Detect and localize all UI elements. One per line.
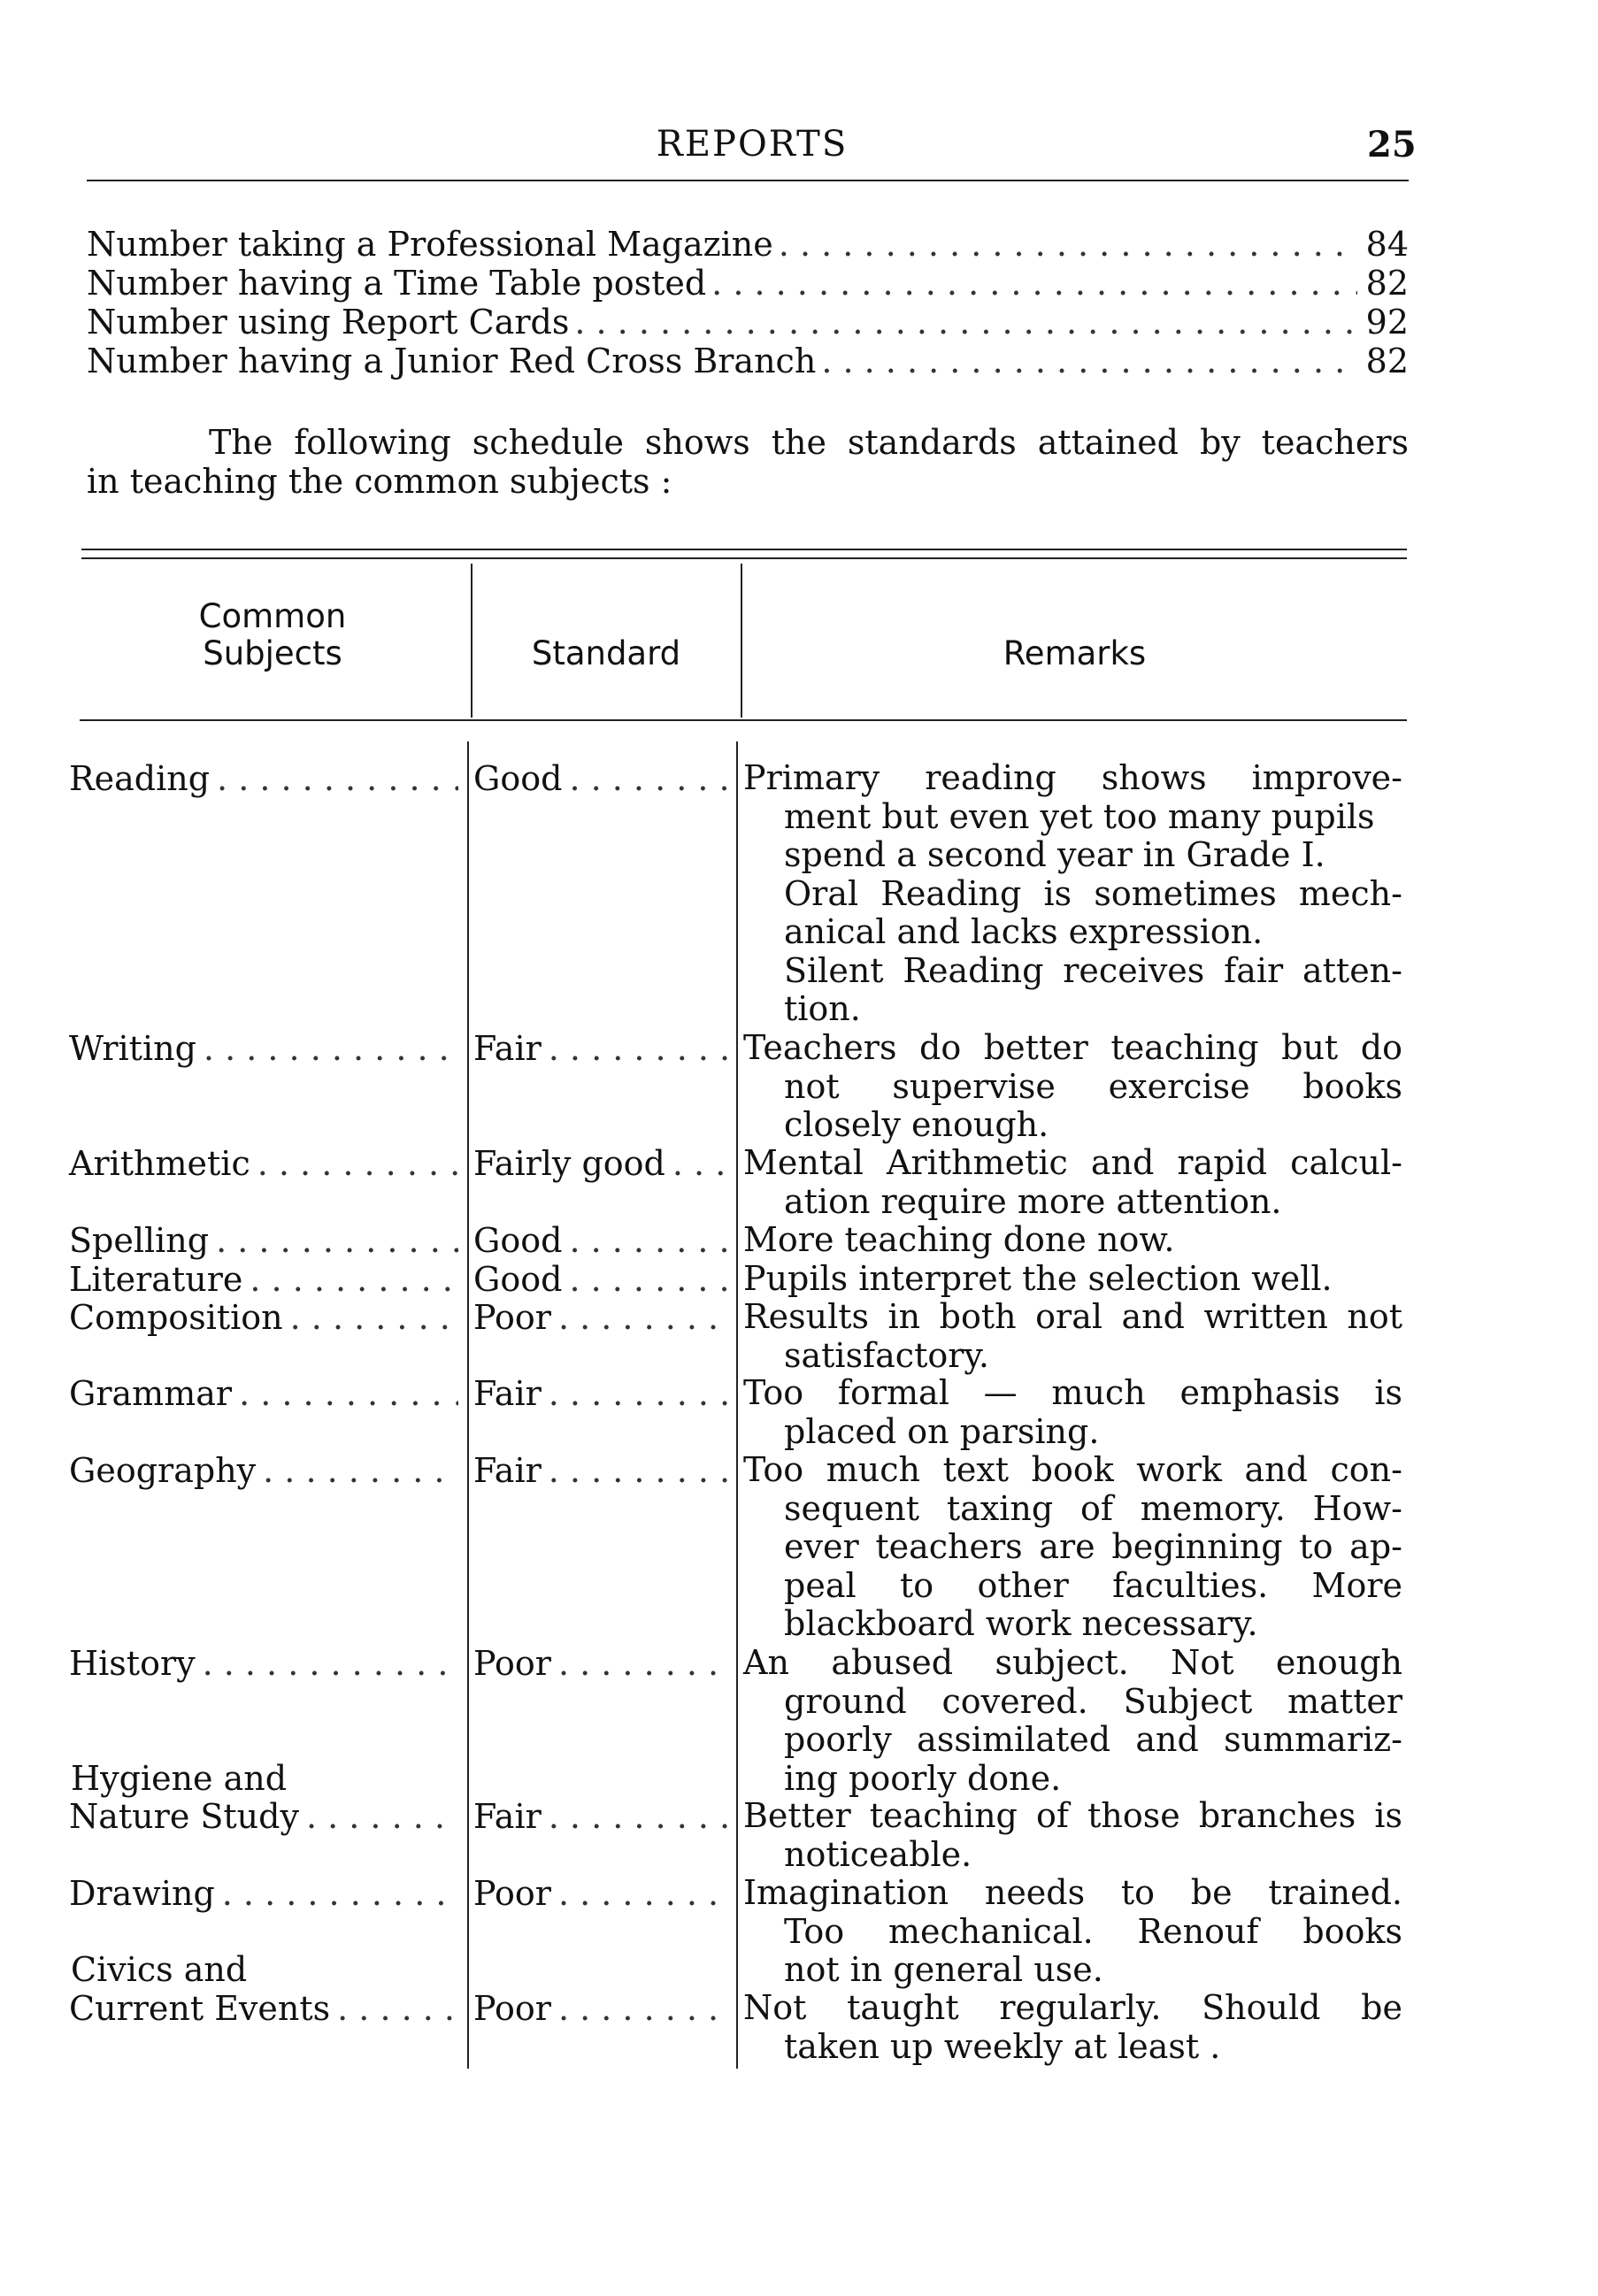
remark-line: anical and lacks expression.: [784, 912, 1264, 951]
stat-value: 92: [1365, 303, 1409, 342]
dot-leader: [337, 1989, 458, 2028]
stat-value: 82: [1365, 264, 1409, 303]
remark-line: Teachers do better teaching but do: [743, 1028, 1402, 1067]
remark-line: Pupils interpret the selection well.: [743, 1259, 1333, 1298]
subject-cell: [69, 1374, 458, 1413]
subject-cell: [69, 1644, 458, 1683]
remark-line: spend a second year in Grade I.: [784, 835, 1325, 874]
subject-cell: [69, 1797, 458, 1836]
intro-line: The following schedule shows the standards attained by teachers: [209, 423, 1409, 462]
subject-label: Hygiene and: [71, 1759, 288, 1798]
subject-cell: [69, 1221, 458, 1260]
remark-line: placed on parsing.: [784, 1411, 1100, 1451]
remark-line: ing poorly done.: [784, 1758, 1062, 1798]
stat-label: Number having a Junior Red Cross Branch: [87, 342, 817, 380]
dot-leader: [549, 1451, 732, 1490]
intro-line: in teaching the common subjects :: [87, 462, 672, 501]
standard-value: Poor: [473, 1874, 551, 1913]
column-divider: [471, 564, 472, 718]
remarks-cell: [743, 1374, 1402, 1451]
standard-cell: [473, 1029, 732, 1068]
subject-label: Drawing: [69, 1874, 215, 1913]
remark-line: not supervise exercise books: [784, 1066, 1402, 1106]
subject-label: Grammar: [69, 1374, 233, 1413]
remark-line: Too formal — much emphasis is: [743, 1373, 1402, 1412]
subject-label: Writing: [69, 1029, 196, 1068]
dot-leader: [558, 1989, 732, 2028]
subject-label: Composition: [69, 1298, 283, 1337]
remark-line: Results in both oral and written not: [743, 1297, 1402, 1336]
stat-row: [87, 225, 1409, 264]
remark-line: ground covered. Subject matter: [784, 1681, 1402, 1721]
remark-line: noticeable.: [784, 1834, 972, 1874]
column-divider: [467, 741, 469, 2069]
subject-label: Civics and: [71, 1950, 248, 1989]
standard-value: Fair: [473, 1451, 542, 1490]
stat-label: Number taking a Professional Magazine: [87, 225, 773, 264]
remarks-cell: [743, 1144, 1402, 1221]
subject-label: History: [69, 1644, 196, 1683]
subject-label: Spelling: [69, 1221, 210, 1260]
table-top-rule: [81, 557, 1407, 559]
header-subject-line: Subjects: [203, 634, 342, 672]
dot-leader: [290, 1298, 458, 1337]
standard-cell: [473, 1989, 732, 2028]
standard-cell: [473, 1874, 732, 1913]
standard-value: Poor: [473, 1644, 551, 1683]
dot-leader: [257, 1144, 458, 1183]
remark-line: satisfactory.: [784, 1335, 989, 1375]
standard-value: Fair: [473, 1797, 542, 1836]
remark-line: blackboard work necessary.: [784, 1604, 1258, 1643]
dot-leader: [569, 759, 732, 798]
subject-label: Arithmetic: [69, 1144, 250, 1183]
dot-leader: [203, 1644, 458, 1683]
dot-leader: [558, 1874, 732, 1913]
header-rule: [87, 180, 1409, 181]
remark-line: Oral Reading is sometimes mech-: [784, 873, 1402, 913]
remark-line: sequent taxing of memory. How-: [784, 1488, 1402, 1528]
standard-value: Fairly good: [473, 1144, 665, 1183]
standard-cell: [473, 1644, 732, 1683]
remark-line: ment but even yet too many pupils: [784, 796, 1375, 836]
dot-leader: [216, 1221, 458, 1260]
remark-line: tion.: [784, 989, 861, 1028]
subject-label: Literature: [69, 1260, 243, 1299]
stat-label: Number having a Time Table posted: [87, 264, 707, 303]
standard-cell: [473, 1451, 732, 1490]
dot-leader: [711, 264, 1357, 303]
dot-leader: [574, 303, 1357, 342]
remarks-cell: [743, 1797, 1402, 1874]
dot-leader: [250, 1260, 458, 1299]
remarks-cell: [743, 1874, 1402, 1990]
remark-line: Not taught regularly. Should be: [743, 1988, 1402, 2027]
page-header-title: REPORTS: [656, 124, 849, 165]
stat-value: 84: [1365, 225, 1409, 264]
remarks-cell: [743, 1221, 1402, 1260]
remark-line: taken up weekly at least .: [784, 2026, 1221, 2066]
header-remarks: Remarks: [1003, 634, 1147, 672]
remark-line: Too mechanical. Renouf books: [784, 1911, 1402, 1951]
dot-leader: [672, 1144, 732, 1183]
remark-line: Mental Arithmetic and rapid calcul-: [743, 1143, 1402, 1182]
standard-cell: [473, 1374, 732, 1413]
remark-line: An abused subject. Not enough: [743, 1643, 1402, 1682]
remarks-cell: [743, 1644, 1402, 1798]
subject-cell: [69, 1260, 458, 1299]
remark-line: More teaching done now.: [743, 1220, 1175, 1259]
dot-leader: [779, 225, 1357, 264]
subject-cell: [69, 1144, 458, 1183]
page-number: 25: [1367, 124, 1417, 165]
stat-label: Number using Report Cards: [87, 303, 570, 342]
remarks-cell: [743, 1298, 1402, 1375]
standard-cell: [473, 1260, 732, 1299]
header-standard: Standard: [531, 634, 681, 672]
stat-row: [87, 303, 1409, 342]
dot-leader: [263, 1451, 458, 1490]
dot-leader: [558, 1298, 732, 1337]
remark-line: Imagination needs to be trained.: [743, 1873, 1402, 1912]
dot-leader: [239, 1374, 458, 1413]
dot-leader: [821, 342, 1357, 380]
stat-row: [87, 342, 1409, 380]
remark-line: poorly assimilated and summariz-: [784, 1720, 1402, 1759]
standard-cell: [473, 1797, 732, 1836]
dot-leader: [204, 1029, 458, 1068]
subject-cell: [69, 1029, 458, 1068]
table-header-rule: [80, 719, 1407, 721]
remark-line: Better teaching of those branches is: [743, 1796, 1402, 1835]
header-common-subjects: [96, 598, 449, 672]
intro-paragraph: [87, 423, 1409, 501]
dot-leader: [217, 759, 458, 798]
dot-leader: [549, 1797, 732, 1836]
remark-line: ever teachers are beginning to ap-: [784, 1527, 1402, 1566]
dot-leader: [569, 1260, 732, 1299]
remark-line: Silent Reading receives fair atten-: [784, 950, 1402, 990]
dot-leader: [549, 1374, 732, 1413]
remark-line: ation require more attention.: [784, 1181, 1282, 1221]
column-divider: [736, 741, 738, 2069]
subject-cell: [69, 759, 458, 798]
standard-value: Poor: [473, 1989, 551, 2028]
remark-line: closely enough.: [784, 1105, 1049, 1144]
standard-value: Good: [473, 1221, 563, 1260]
stat-value: 82: [1365, 342, 1409, 380]
remarks-cell: [743, 759, 1402, 1029]
dot-leader: [222, 1874, 458, 1913]
subject-cell: [69, 1989, 458, 2028]
remark-line: peal to other faculties. More: [784, 1565, 1402, 1605]
standard-value: Good: [473, 759, 563, 798]
subject-label: Reading: [69, 759, 211, 798]
remarks-cell: [743, 1260, 1402, 1299]
subject-label: Current Events: [69, 1989, 331, 2028]
subject-label: Geography: [69, 1451, 257, 1490]
subject-cell: [69, 1451, 458, 1490]
dot-leader: [306, 1797, 458, 1836]
dot-leader: [569, 1221, 732, 1260]
standard-value: Good: [473, 1260, 563, 1299]
remarks-cell: [743, 1451, 1402, 1644]
remarks-cell: [743, 1029, 1402, 1145]
remark-line: not in general use.: [784, 1950, 1103, 1989]
dot-leader: [549, 1029, 732, 1068]
header-subject-line: Common: [198, 597, 347, 635]
standard-value: Fair: [473, 1029, 542, 1068]
standard-value: Fair: [473, 1374, 542, 1413]
standard-cell: [473, 759, 732, 798]
standard-cell: [473, 1298, 732, 1337]
column-divider: [741, 564, 742, 718]
stat-row: [87, 264, 1409, 303]
standard-value: Poor: [473, 1298, 551, 1337]
remark-line: Too much text book work and con-: [743, 1450, 1402, 1489]
remark-line: Primary reading shows improve-: [743, 758, 1402, 797]
dot-leader: [558, 1644, 732, 1683]
standard-cell: [473, 1221, 732, 1260]
subject-cell: [69, 1874, 458, 1913]
subject-label: Nature Study: [69, 1797, 299, 1836]
subject-cell: [69, 1298, 458, 1337]
standard-cell: [473, 1144, 732, 1183]
remarks-cell: [743, 1989, 1402, 2066]
table-top-rule: [81, 549, 1407, 550]
